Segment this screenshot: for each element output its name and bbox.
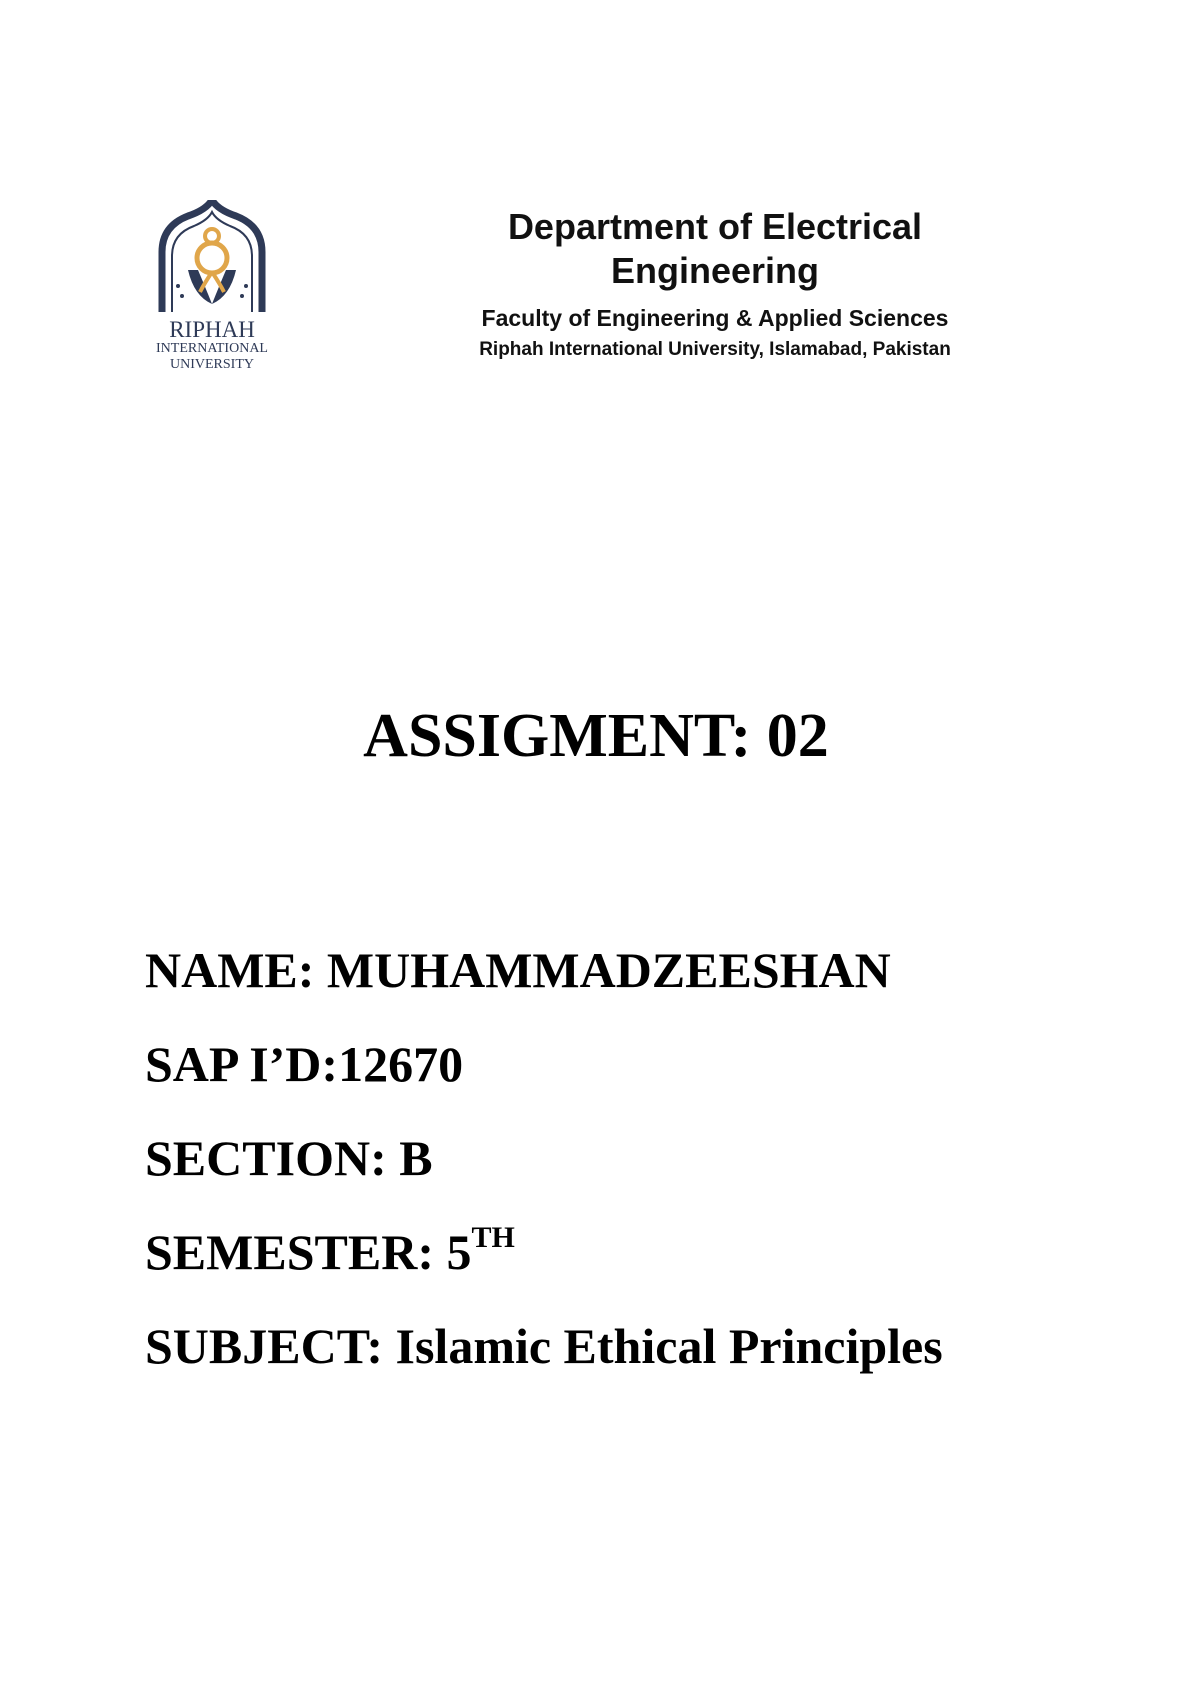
assignment-title-text: ASSIGMENT: 02 — [363, 702, 829, 770]
name-row: NAME: MUHAMMADZEESHAN — [145, 942, 891, 998]
department-title-line1: Department of Electrical — [507, 206, 923, 247]
university-name: Riphah International University, Islamabad, Pakistan — [479, 339, 951, 360]
subject-row: SUBJECT: Islamic Ethical Principles — [145, 1318, 943, 1374]
header-block — [385, 205, 1045, 363]
semester-label: SEMESTER: 5 — [145, 1224, 472, 1280]
section-row: SECTION: B — [145, 1130, 433, 1186]
faculty-name: Faculty of Engineering & Applied Sciences — [481, 305, 949, 331]
logo-name: RIPHAH — [169, 317, 255, 342]
assignment-title — [0, 700, 1200, 772]
student-details — [145, 940, 943, 1410]
semester-suffix: TH — [471, 1221, 515, 1254]
department-title-line2: Engineering — [610, 250, 820, 291]
riphah-university-crest-icon — [148, 200, 276, 318]
university-logo — [148, 200, 276, 375]
semester-row — [145, 1222, 943, 1316]
logo-subtitle-line1: INTERNATIONAL — [156, 341, 268, 356]
logo-subtitle-line2: UNIVERSITY — [170, 357, 254, 372]
sap-id-row: SAP I’D:12670 — [145, 1036, 464, 1092]
